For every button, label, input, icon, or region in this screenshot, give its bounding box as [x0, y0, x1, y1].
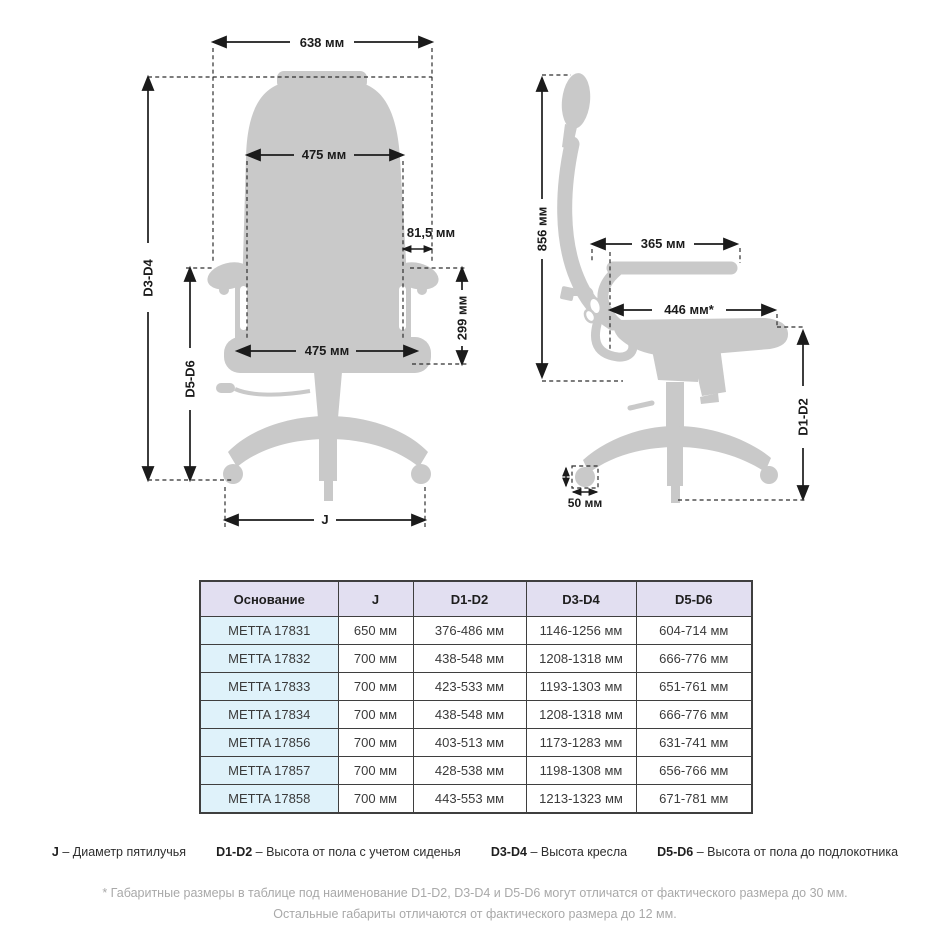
dim-label-d1d2: D1-D2 — [795, 398, 811, 436]
legend-term: D1-D2 — [216, 845, 253, 859]
model-name: METTA 17832 — [200, 645, 338, 673]
value-d3d4: 1208-1318 мм — [526, 701, 636, 729]
front-caster-right — [411, 464, 431, 484]
value-d1d2: 438-548 мм — [413, 645, 526, 673]
dim-label-seat-width: 475 мм — [304, 343, 350, 358]
value-d5d6: 671-781 мм — [636, 785, 752, 814]
table-row — [200, 729, 752, 757]
front-armrest-post-left-slot — [240, 286, 247, 330]
dim-label-armrest-inset: 81,5 мм — [406, 225, 456, 240]
table-row — [200, 785, 752, 814]
front-adjust-lever — [235, 389, 310, 395]
side-knob-stem — [572, 291, 582, 296]
table-row — [200, 645, 752, 673]
value-d5d6: 651-761 мм — [636, 673, 752, 701]
legend-item-d3d4 — [491, 845, 627, 859]
value-d3d4: 1213-1323 мм — [526, 785, 636, 814]
table-row — [200, 673, 752, 701]
value-j: 650 мм — [338, 617, 413, 645]
value-d3d4: 1198-1308 мм — [526, 757, 636, 785]
dim-label-armrest-height: 299 мм — [454, 295, 470, 341]
dim-label-d3d4: D3-D4 — [140, 259, 156, 297]
footnote-line-2: Остальные габариты отличаются от фактического размера до 12 мм. — [273, 907, 677, 921]
col-header-d1d2: D1-D2 — [413, 581, 526, 617]
front-backrest — [240, 83, 408, 340]
chair-front-silhouette — [205, 71, 442, 501]
front-adjust-lever-handle — [216, 383, 235, 393]
legend-desc: – Высота от пола до подлокотника — [696, 845, 899, 859]
dimension-legend — [0, 845, 950, 859]
value-d3d4: 1146-1256 мм — [526, 617, 636, 645]
front-caster-left — [223, 464, 243, 484]
model-name: METTA 17858 — [200, 785, 338, 814]
table-row — [200, 617, 752, 645]
model-name: METTA 17857 — [200, 757, 338, 785]
value-d5d6: 604-714 мм — [636, 617, 752, 645]
front-armrest-nub-right — [417, 285, 427, 295]
chair-side-silhouette — [559, 72, 788, 503]
dim-label-caster: 50 мм — [567, 496, 603, 510]
value-j: 700 мм — [338, 701, 413, 729]
legend-term: D3-D4 — [490, 845, 527, 859]
value-j: 700 мм — [338, 785, 413, 814]
value-d1d2: 423-533 мм — [413, 673, 526, 701]
dim-label-j: J — [321, 512, 329, 527]
value-d1d2: 443-553 мм — [413, 785, 526, 814]
value-d5d6: 666-776 мм — [636, 645, 752, 673]
legend-item-d5d6 — [657, 845, 898, 859]
value-d5d6: 631-741 мм — [636, 729, 752, 757]
value-d5d6: 666-776 мм — [636, 701, 752, 729]
dim-front-armrest-inset — [403, 225, 455, 249]
side-caster-right — [760, 466, 778, 484]
footnote-line-1: * Габаритные размеры в таблице под наименование D1-D2, D3-D4 и D5-D6 могут отличатся от фактического размера до 30 мм. — [102, 886, 848, 900]
side-lever-left — [630, 403, 652, 408]
legend-desc: – Высота от пола с учетом сиденья — [255, 845, 461, 859]
col-header-j: J — [338, 581, 413, 617]
value-d3d4: 1208-1318 мм — [526, 645, 636, 673]
front-armrest-nub-left — [219, 285, 229, 295]
col-header-d3d4: D3-D4 — [526, 581, 636, 617]
dim-front-armrest-floor-d5d6 — [183, 268, 198, 480]
value-j: 700 мм — [338, 757, 413, 785]
dim-label-armrest-length: 365 мм — [640, 236, 686, 251]
table-row — [200, 757, 752, 785]
model-name: METTA 17831 — [200, 617, 338, 645]
side-caster-left — [575, 467, 595, 487]
value-d1d2: 438-548 мм — [413, 701, 526, 729]
value-j: 700 мм — [338, 645, 413, 673]
legend-item-j — [52, 845, 186, 859]
footnotes — [0, 883, 950, 925]
dim-label-total-width: 638 мм — [299, 35, 345, 50]
front-gas-lift — [314, 372, 342, 418]
dim-label-d5d6: D5-D6 — [182, 360, 198, 398]
value-d1d2: 428-538 мм — [413, 757, 526, 785]
model-name: METTA 17834 — [200, 701, 338, 729]
side-base-post — [667, 438, 683, 486]
table-row — [200, 701, 752, 729]
value-j: 700 мм — [338, 673, 413, 701]
front-base-post — [319, 437, 337, 481]
col-header-d5d6: D5-D6 — [636, 581, 752, 617]
legend-term: D5-D6 — [657, 845, 694, 859]
dim-label-back-height: 856 мм — [534, 206, 550, 252]
table-header-row — [200, 581, 752, 617]
legend-item-d1d2 — [216, 845, 461, 859]
value-d3d4: 1193-1303 мм — [526, 673, 636, 701]
dim-side-armrest-length — [592, 236, 740, 263]
model-name: METTA 17833 — [200, 673, 338, 701]
col-header-base: Основание — [200, 581, 338, 617]
legend-desc: – Диаметр пятилучья — [62, 845, 187, 859]
value-d5d6: 656-766 мм — [636, 757, 752, 785]
dim-label-seat-depth: 446 мм* — [664, 302, 714, 317]
front-base-post-tip — [324, 481, 333, 501]
value-d1d2: 376-486 мм — [413, 617, 526, 645]
dim-label-back-width: 475 мм — [301, 147, 347, 162]
value-d1d2: 403-513 мм — [413, 729, 526, 757]
side-mechanism-box — [652, 350, 698, 382]
legend-term: J — [51, 845, 59, 859]
value-d3d4: 1173-1283 мм — [526, 729, 636, 757]
side-headrest — [559, 72, 593, 131]
model-name: METTA 17856 — [200, 729, 338, 757]
legend-desc: – Высота кресла — [530, 845, 628, 859]
spec-table — [199, 580, 753, 814]
value-j: 700 мм — [338, 729, 413, 757]
